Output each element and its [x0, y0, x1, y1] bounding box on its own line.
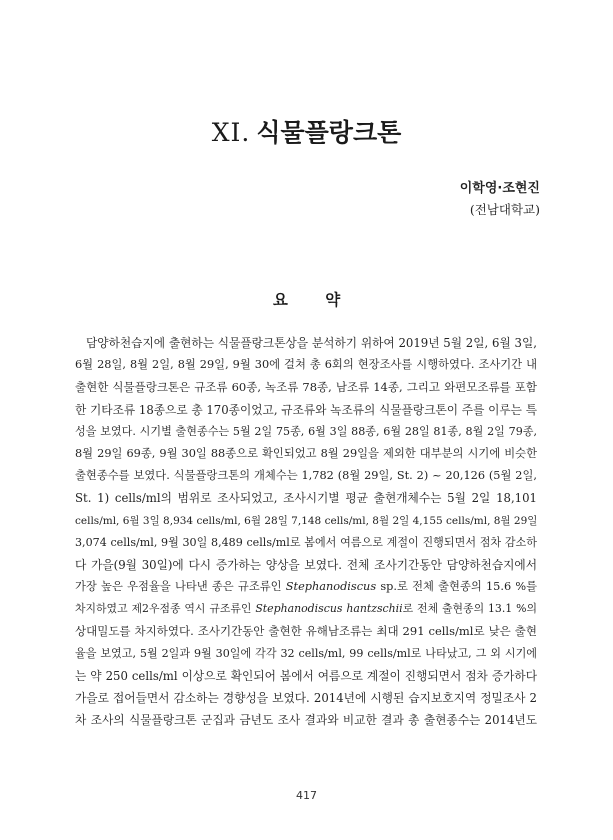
summary-paragraph — [75, 332, 537, 731]
paragraph-line: 출현한 식물플랑크톤은 규조류 60종, 녹조류 78종, 남조류 14종, 그리고 와편모조류를 포함 — [75, 380, 537, 395]
paragraph-line: 8월 29일 69종, 9월 30일 88종으로 확인되었고 8월 29일을 제외한 대부분의 시기에 비슷한 — [75, 446, 537, 460]
page-number: 417 — [296, 789, 317, 802]
paragraph-line: 상대밀도를 차지하였다. 조사기간동안 출현한 유해남조류는 최대 291 cells/ml로 낮은 출현 — [75, 624, 537, 639]
paragraph-line: 율을 보였고, 5월 2일과 9월 30일에 각각 32 cells/ml, 99 cells/ml로 나타났고, 그 외 시기에 — [75, 646, 537, 660]
summary-heading: 요 약 — [272, 291, 357, 309]
author-affiliation: (전남대학교) — [469, 202, 540, 217]
chapter-title — [0, 116, 613, 150]
paragraph-line: 담양하천습지에 출현하는 식물플랑크톤상을 분석하기 위하여 2019년 5월 2일, 6월 3일, — [86, 336, 537, 350]
paragraph-line: 는 약 250 cells/ml 이상으로 확인되어 봄에서 여름으로 계절이 진행되면서 점차 증가하다 — [75, 668, 537, 683]
paragraph-line: cells/ml, 6월 3일 8,934 cells/ml, 6월 28일 7,148 cells/ml, 8월 2일 4,155 cells/ml, 8월 29일 — [75, 514, 538, 527]
paragraph-line: 출현종수를 보였다. 식물플랑크톤의 개체수는 1,782 (8월 29일, St. 2) ~ 20,126 (5월 2일, — [75, 469, 537, 483]
chapter-name: 식물플랑크톤 — [256, 118, 402, 147]
paragraph-line: St. 1) cells/ml의 범위로 조사되었고, 조사시기별 평균 출현개체수는 5월 2일 18,101 — [75, 491, 537, 506]
species-name-italic: Stephanodiscus hantzschii — [255, 602, 403, 616]
paragraph-line: 다 가을(9월 30일)에 다시 증가하는 양상을 보였다. 전체 조사기간동안 담양하천습지에서 — [75, 557, 537, 572]
paragraph-line: 3,074 cells/ml, 9월 30일 8,489 cells/ml로 봄에서 여름으로 계절이 진행되면서 점차 감소하 — [75, 535, 537, 549]
paragraph-line: 성을 보였다. 시기별 출현종수는 5월 2일 75종, 6월 3일 88종, 6월 28일 81종, 8월 2일 79종, — [75, 424, 537, 438]
chapter-number: XI. — [211, 118, 251, 147]
species-name-italic: Stephanodiscus — [285, 580, 377, 594]
author-names: 이학영·조현진 — [459, 181, 540, 196]
text-segment: 가장 높은 우점율을 나타낸 종은 규조류인 — [75, 580, 286, 594]
paragraph-line — [75, 576, 537, 598]
paragraph-line: 6월 28일, 8월 2일, 8월 29일, 9월 30에 걸쳐 총 6회의 현장조사를 시행하였다. 조사기간 내 — [75, 358, 537, 372]
text-segment: 차지하였고 제2우점종 역시 규조류인 — [75, 602, 256, 616]
paragraph-line: 한 기타조류 18종으로 총 170종이었고, 규조류와 녹조류의 식물플랑크톤이 주를 이루는 특 — [75, 402, 537, 417]
paragraph-line: 가을로 접어들면서 감소하는 경향성을 보였다. 2014년에 시행된 습지보호지역 정밀조사 2 — [75, 691, 537, 705]
text-segment: 로 전체 출현종의 13.1 %의 — [402, 602, 538, 616]
paragraph-line — [75, 598, 537, 620]
text-segment: sp.로 전체 출현종의 15.6 %를 — [376, 580, 537, 594]
paragraph-line: 차 조사의 식물플랑크톤 군집과 금년도 조사 결과와 비교한 결과 총 출현종수는 2014년도 — [75, 713, 537, 728]
